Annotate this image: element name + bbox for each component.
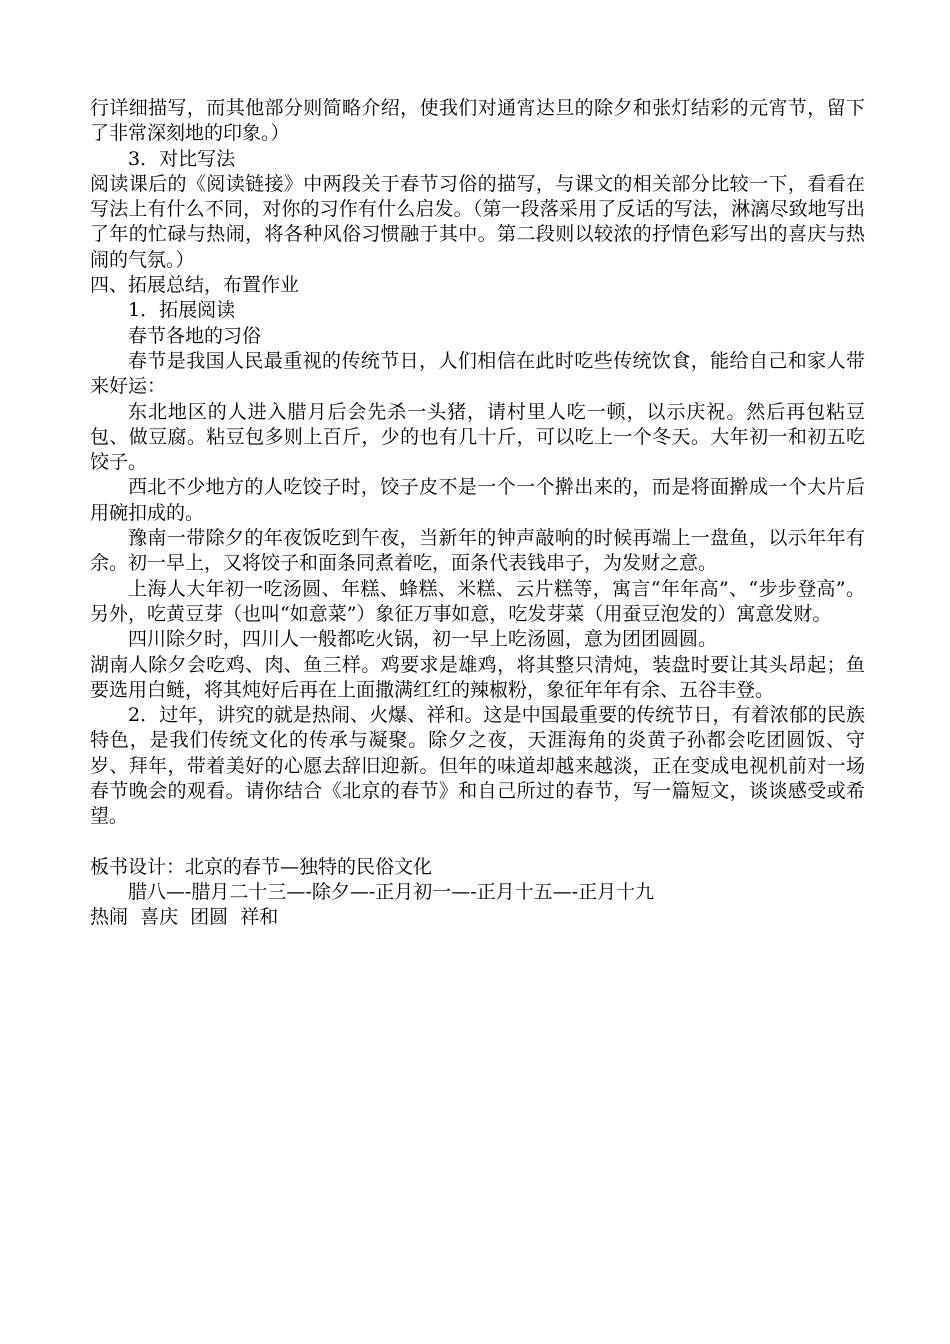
blank-line [90,830,865,855]
paragraph-description-intro: 行详细描写，而其他部分则简略介绍，使我们对通宵达旦的除夕和张灯结彩的元宵节，留下了非常深刻地的印象。） [90,97,865,145]
paragraph-shanghai: 上海人大年初一吃汤圆、年糕、蜂糕、米糕、云片糕等，寓言“年年高”、“步步登高”。另外，吃黄豆芽（也叫“如意菜”）象征万事如意，吃发芽菜（用蚕豆泡发的）寓意发财。 [90,577,865,625]
paragraph-henan-south: 豫南一带除夕的年夜饭吃到午夜，当新年的钟声敲响的时候再端上一盘鱼，以示年年有余。初一早上，又将饺子和面条同煮着吃，面条代表钱串子，为发财之意。 [90,527,865,575]
board-design-timeline: 腊八—-腊月二十三—-除夕—-正月初一—-正月十五—-正月十九 [128,880,655,903]
paragraph-assignment: 2．过年，讲究的就是热闹、火爆、祥和。这是中国最重要的传统节日，有着浓郁的民族特色，是我们传统文化的传承与凝聚。除夕之夜，天涯海角的炎黄子孙都会吃团圆饭、守岁、拜年，带着美好的心愿去辞旧迎新。但年的味道却越来越淡，正在变成电视机前对一场春节晚会的观看。请你结合《北京的春节》和自己所过的春节，写一篇短文，谈谈感受或希望。 [90,704,865,828]
board-design-keywords: 热闹 喜庆 团圆 祥和 [90,906,279,929]
section-heading-extension: 四、拓展总结，布置作业 [90,274,300,297]
paragraph-sichuan: 四川除夕时，四川人一般都吃火锅，初一早上吃汤圆，意为团团圆圆。 [128,628,718,651]
document-page [90,96,865,931]
paragraph-northwest: 西北不少地方的人吃饺子时，饺子皮不是一个一个擀出来的，而是将面擀成一个大片后用碗扣成的。 [90,476,865,524]
paragraph-hunan: 湖南人除夕会吃鸡、肉、鱼三样。鸡要求是雄鸡，将其整只清炖，装盘时要让其头昂起；鱼要选用白鲢，将其炖好后再在上面撒满红红的辣椒粉，象征年年有余、五谷丰登。 [90,653,865,701]
subheading-extended-reading: 1．拓展阅读 [128,299,236,322]
board-design-title: 板书设计：北京的春节—独特的民俗文化 [90,855,433,878]
article-title-customs: 春节各地的习俗 [128,324,262,347]
paragraph-customs-intro: 春节是我国人民最重视的传统节日，人们相信在此时吃些传统饮食，能给自己和家人带来好运： [90,349,865,398]
paragraph-northeast: 东北地区的人进入腊月后会先杀一头猪，请村里人吃一顿，以示庆祝。然后再包粘豆包、做豆腐。粘豆包多则上百斤，少的也有几十斤，可以吃上一个冬天。大年初一和初五吃饺子。 [90,400,865,474]
paragraph-reading-link: 阅读课后的《阅读链接》中两段关于春节习俗的描写，与课文的相关部分比较一下，看看在写法上有什么不同，对你的习作有什么启发。（第一段落采用了反话的写法，淋漓尽致地写出了年的忙碌与热闹，将各种风俗习惯融于其中。第二段则以较浓的抒情色彩写出的喜庆与热闹的气氛。） [90,172,865,271]
section-heading-contrast-writing: 3．对比写法 [128,147,236,170]
